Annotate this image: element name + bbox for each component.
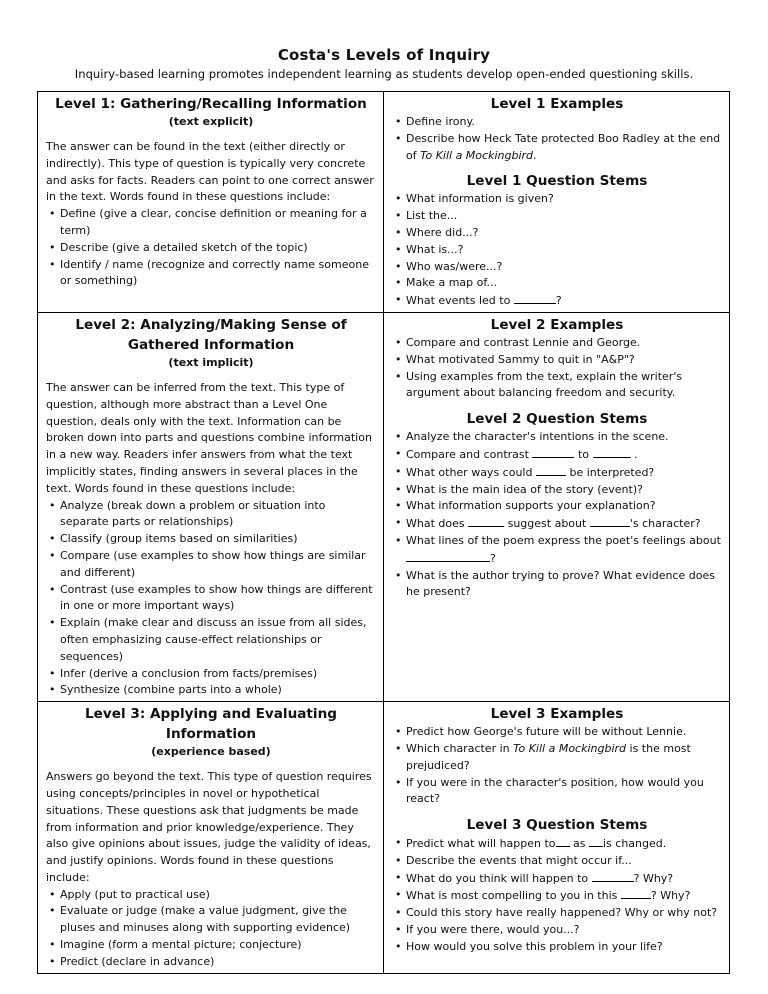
fill-in-blank <box>532 446 574 458</box>
level-1-verb-list <box>46 206 376 290</box>
level-3-examples-heading: Level 3 Examples <box>490 706 624 723</box>
level-1-subheading: (text explicit) <box>168 115 254 128</box>
list-item: • Which character in To Kill a Mockingbird is the most prejudiced? <box>392 741 722 775</box>
list-item: • Predict what will happen to as is changed. <box>392 835 722 853</box>
fill-in-blank <box>556 835 570 847</box>
level-2-verb-list <box>46 498 376 700</box>
list-item: • What motivated Sammy to quit in "A&P"? <box>392 352 722 369</box>
level-1-description-cell <box>38 92 384 313</box>
level-1-stems-heading: Level 1 Question Stems <box>466 173 648 190</box>
level-3-heading: Level 3: Applying and Evaluating Information <box>85 706 337 743</box>
level-2-stems-list <box>392 429 722 601</box>
list-item: • List the... <box>392 208 722 225</box>
book-title: To Kill a Mockingbird <box>513 741 627 755</box>
level-3-row <box>38 702 730 974</box>
level-1-stems-list <box>392 191 722 310</box>
level-3-verb-list <box>46 887 376 971</box>
level-2-row <box>38 312 730 701</box>
list-item: • Analyze the character's intentions in the scene. <box>392 429 722 446</box>
fill-in-blank <box>406 550 490 562</box>
list-item: • What lines of the poem express the poet's feelings about ? <box>392 533 722 568</box>
level-3-subheading: (experience based) <box>151 745 271 759</box>
level-2-examples-list <box>392 335 722 402</box>
level-2-description-cell <box>38 312 384 701</box>
page-title: Costa's Levels of Inquiry <box>277 46 491 64</box>
level-2-description: The answer can be inferred from the text. This type of question, although more abstract than a Level One question, deals only with the text. Information can be broken down into parts and questions combine information in a new way. Readers infer answers from what the text implicitly states, finding answers in several places in the text. Words found in these questions include: <box>46 380 372 495</box>
fill-in-blank <box>590 515 630 527</box>
level-1-description: The answer can be found in the text (either directly or indirectly). This type of question is typically very concrete and asks for facts. Readers can point to one correct answer in the text. Words found in these questions include: <box>46 140 374 204</box>
level-1-heading: Level 1: Gathering/Recalling Information <box>55 96 367 112</box>
level-3-examples-cell <box>384 702 730 974</box>
list-item: • Evaluate or judge (make a value judgment, give the pluses and minuses along with supporting evidence) <box>46 903 376 937</box>
list-item: • What do you think will happen to ? Why? <box>392 870 722 888</box>
list-item: • What is the author trying to prove? What evidence does he present? <box>392 568 722 602</box>
list-item: • Imagine (form a mental picture; conjecture) <box>46 937 376 954</box>
list-item: • Predict (declare in advance) <box>46 954 376 971</box>
list-item: • If you were in the character's position, how would you react? <box>392 775 722 809</box>
list-item: • Where did...? <box>392 225 722 242</box>
list-item: • Analyze (break down a problem or situation into separate parts or relationships) <box>46 498 376 532</box>
list-item: • Synthesize (combine parts into a whole) <box>46 682 376 699</box>
level-3-stems-list <box>392 835 722 956</box>
fill-in-blank <box>536 464 566 476</box>
page-subtitle: Inquiry-based learning promotes independent learning as students develop open-ended questioning skills. <box>74 67 694 81</box>
list-item: • Predict how George's future will be without Lennie. <box>392 724 722 741</box>
level-2-heading: Level 2: Analyzing/Making Sense of Gathered Information <box>75 316 347 353</box>
fill-in-blank <box>621 887 651 899</box>
fill-in-blank <box>593 446 631 458</box>
list-item: • If you were there, would you...? <box>392 922 722 939</box>
list-item: • What is...? <box>392 242 722 259</box>
list-item: • Make a map of... <box>392 275 722 292</box>
list-item: • What information supports your explanation? <box>392 498 722 515</box>
list-item: • What events led to ? <box>392 292 722 310</box>
levels-table <box>37 91 730 974</box>
list-item: • Contrast (use examples to show how things are different in one or more important ways) <box>46 582 376 616</box>
fill-in-blank <box>592 870 634 882</box>
list-item: • What is the main idea of the story (event)? <box>392 482 722 499</box>
list-item: • Identify / name (recognize and correctly name someone or something) <box>46 257 376 291</box>
level-3-description-cell <box>38 702 384 974</box>
list-item: • Infer (derive a conclusion from facts/premises) <box>46 666 376 683</box>
list-item: • What does suggest about 's character? <box>392 515 722 533</box>
level-2-examples-cell <box>384 312 730 701</box>
level-1-examples-cell <box>384 92 730 313</box>
list-item: • Describe the events that might occur if... <box>392 853 722 870</box>
level-1-examples-heading: Level 1 Examples <box>490 96 624 112</box>
list-item: • Compare and contrast to . <box>392 446 722 464</box>
list-item: • Describe how Heck Tate protected Boo Radley at the end of To Kill a Mockingbird. <box>392 131 722 165</box>
list-item: • Could this story have really happened? Why or why not? <box>392 905 722 922</box>
level-3-description: Answers go beyond the text. This type of question requires using concepts/principles in novel or hypothetical situations. These questions ask that judgments be made from information and prior knowledge/experience. They also give opinions about issues, judge the validity of ideas, and justify opinions. Words found in these questions include: <box>46 770 372 884</box>
list-item: • Who was/were...? <box>392 259 722 276</box>
list-item: • Compare and contrast Lennie and George. <box>392 335 722 352</box>
list-item: • Describe (give a detailed sketch of the topic) <box>46 240 376 257</box>
level-1-examples-list <box>392 114 722 164</box>
level-3-examples-list <box>392 724 722 808</box>
list-item: • How would you solve this problem in your life? <box>392 939 722 956</box>
fill-in-blank <box>514 292 556 304</box>
list-item: • Define (give a clear, concise definition or meaning for a term) <box>46 206 376 240</box>
list-item: • What is most compelling to you in this ? Why? <box>392 887 722 905</box>
fill-in-blank <box>589 835 603 847</box>
level-1-row <box>38 92 730 313</box>
list-item: • What information is given? <box>392 191 722 208</box>
fill-in-blank <box>468 515 504 527</box>
list-item: • Compare (use examples to show how things are similar and different) <box>46 548 376 582</box>
level-2-stems-heading: Level 2 Question Stems <box>466 411 648 428</box>
list-item: • Apply (put to practical use) <box>46 887 376 904</box>
list-item: • Define irony. <box>392 114 722 131</box>
list-item: • Explain (make clear and discuss an issue from all sides, often emphasizing cause-effect relationships or sequences) <box>46 615 376 665</box>
book-title: To Kill a Mockingbird <box>420 148 534 162</box>
list-item: • Using examples from the text, explain the writer's argument about balancing freedom and security. <box>392 369 722 403</box>
list-item: • What other ways could be interpreted? <box>392 464 722 482</box>
level-2-examples-heading: Level 2 Examples <box>490 316 624 333</box>
level-2-subheading: (text implicit) <box>168 355 254 369</box>
level-3-stems-heading: Level 3 Question Stems <box>466 817 648 834</box>
list-item: • Classify (group items based on similarities) <box>46 531 376 548</box>
